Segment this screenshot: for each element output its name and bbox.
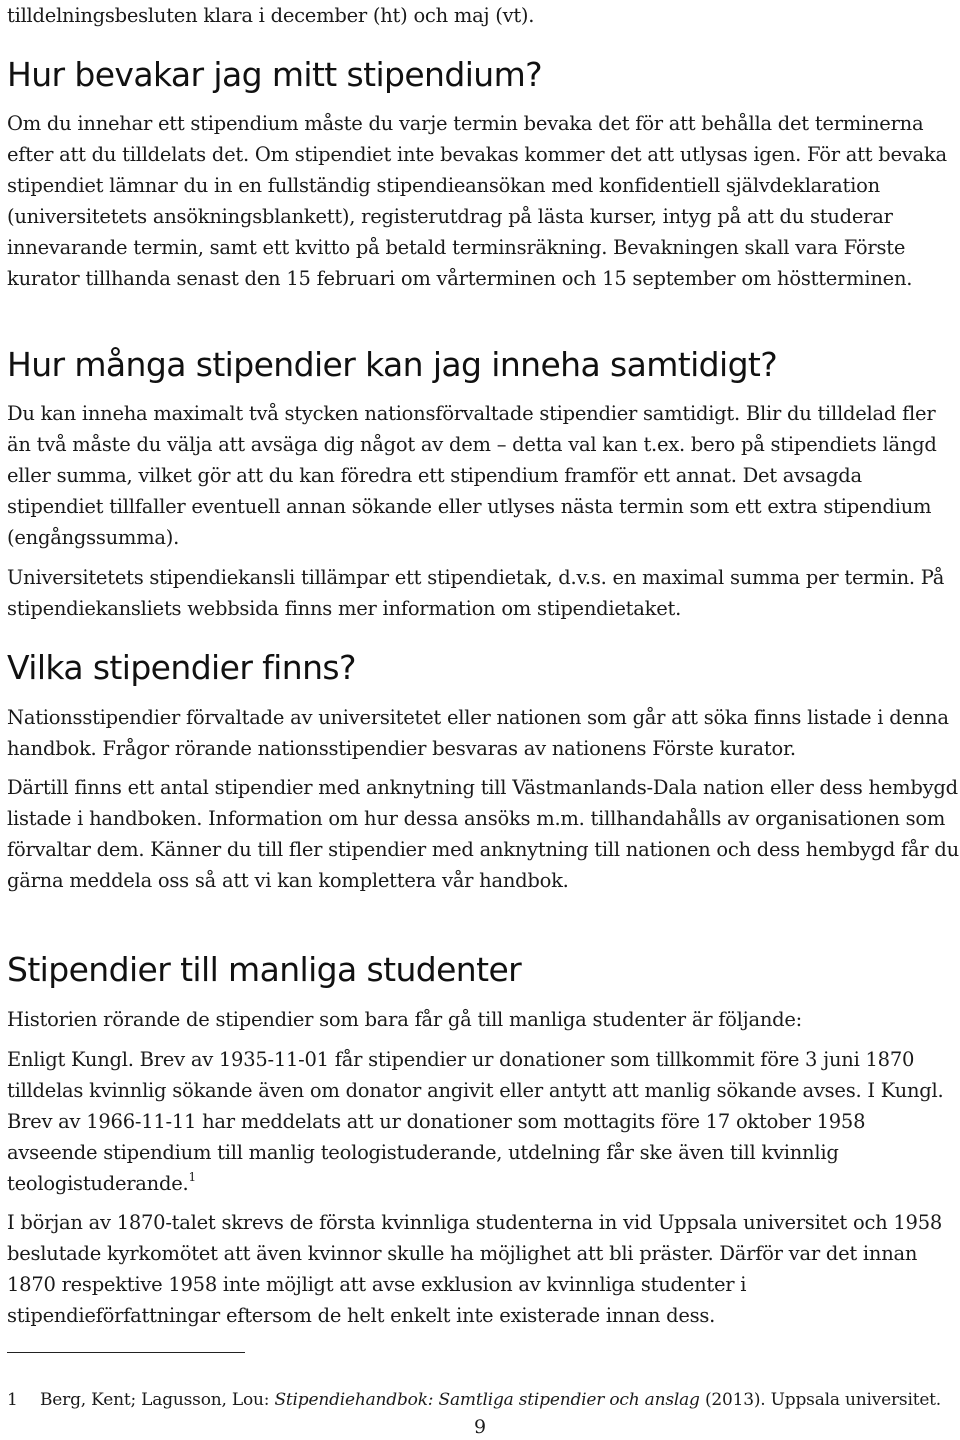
footnote-rule — [7, 1352, 245, 1353]
heading-vilka: Vilka stipendier finns? — [7, 648, 356, 687]
paragraph-samtidigt-2: Universitetets stipendiekansli tillämpar ett stipendietak, d.v.s. en maximal summa per termin. På stipendiekansliets webbsida finns mer information om stipendietaket. — [7, 566, 945, 620]
footnote-rest: (2013). Uppsala universitet. — [699, 1390, 942, 1410]
paragraph-manliga-1: Historien rörande de stipendier som bara får gå till manliga studenter är följande: — [7, 1008, 802, 1031]
paragraph-samtidigt-1: Du kan inneha maximalt två stycken nationsförvaltade stipendier samtidigt. Blir du tilldelad fler än två måste du välja att avsäga dig något av dem – detta val kan t.ex. bero på stipendiets längd eller summa, vilket gör att du kan föredra ett stipendium framför ett annat. Det avsagda stipendiet tillfaller eventuell annan sökande eller utlyses nästa termin som ett extra stipendium (engångssumma). — [7, 402, 937, 549]
footnote — [7, 1388, 941, 1412]
paragraph-manliga-2 — [7, 1044, 959, 1199]
footnote-number: 1 — [7, 1390, 18, 1410]
heading-samtidigt: Hur många stipendier kan jag inneha samtidigt? — [7, 345, 778, 384]
heading-manliga: Stipendier till manliga studenter — [7, 950, 522, 989]
intro-text: tilldelningsbesluten klara i december (ht) och maj (vt). — [7, 4, 535, 27]
paragraph-vilka-2: Därtill finns ett antal stipendier med anknytning till Västmanlands-Dala nation eller dess hembygd listade i handboken. Information om hur dessa ansöks m.m. tillhandahålls av organisationen som förvaltar dem. Känner du till fler stipendier med anknytning till nationen och dess hembygd får du gärna meddela oss så att vi kan komplettera vår handbok. — [7, 776, 959, 892]
footnote-authors: Berg, Kent; Lagusson, Lou: — [40, 1390, 275, 1410]
page-number: 9 — [473, 1416, 487, 1438]
footnote-title: Stipendiehandbok: Samtliga stipendier och anslag — [274, 1390, 700, 1410]
footnote-ref[interactable]: 1 — [188, 1170, 196, 1184]
paragraph-bevaka: Om du innehar ett stipendium måste du varje termin bevaka det för att behålla det terminerna efter att du tilldelats det. Om stipendiet inte bevakas kommer det att utlysas igen. För att bevaka stipendiet lämnar du in en fullständig stipendieansökan med konfidentiell självdeklaration (universitetets ansökningsblankett), registerutdrag på lästa kurser, intyg på att du studerar innevarande termin, samt ett kvitto på betald terminsräkning. Bevakningen skall vara Förste kurator tillhanda senast den 15 februari om vårterminen och 15 september om höstterminen. — [7, 112, 947, 290]
paragraph-manliga-3: I början av 1870-talet skrevs de första kvinnliga studenterna in vid Uppsala universitet och 1958 beslutade kyrkomötet att även kvinnor skulle ha möjlighet att bli präster. Därför var det innan 1870 respektive 1958 inte möjligt att avse exklusion av kvinnliga studenter i stipendieförfattningar eftersom de helt enkelt inte existerade innan dess. — [7, 1211, 943, 1327]
heading-bevaka: Hur bevakar jag mitt stipendium? — [7, 55, 543, 94]
paragraph-manliga-2-text: Enligt Kungl. Brev av 1935-11-01 får stipendier ur donationer som tillkommit före 3 juni 1870 tilldelas kvinnlig sökande även om donator angivit eller antytt att manlig sökande avses. I Kungl. Brev av 1966-11-11 har meddelats att ur donationer som mottagits före 17 oktober 1958 avseende stipendium till manlig teologistuderande, utdelning får ske även till kvinnlig teologistuderande. — [7, 1048, 944, 1195]
paragraph-vilka-1: Nationsstipendier förvaltade av universitetet eller nationen som går att söka finns listade i denna handbok. Frågor rörande nationsstipendier besvaras av nationens Förste kurator. — [7, 706, 949, 760]
